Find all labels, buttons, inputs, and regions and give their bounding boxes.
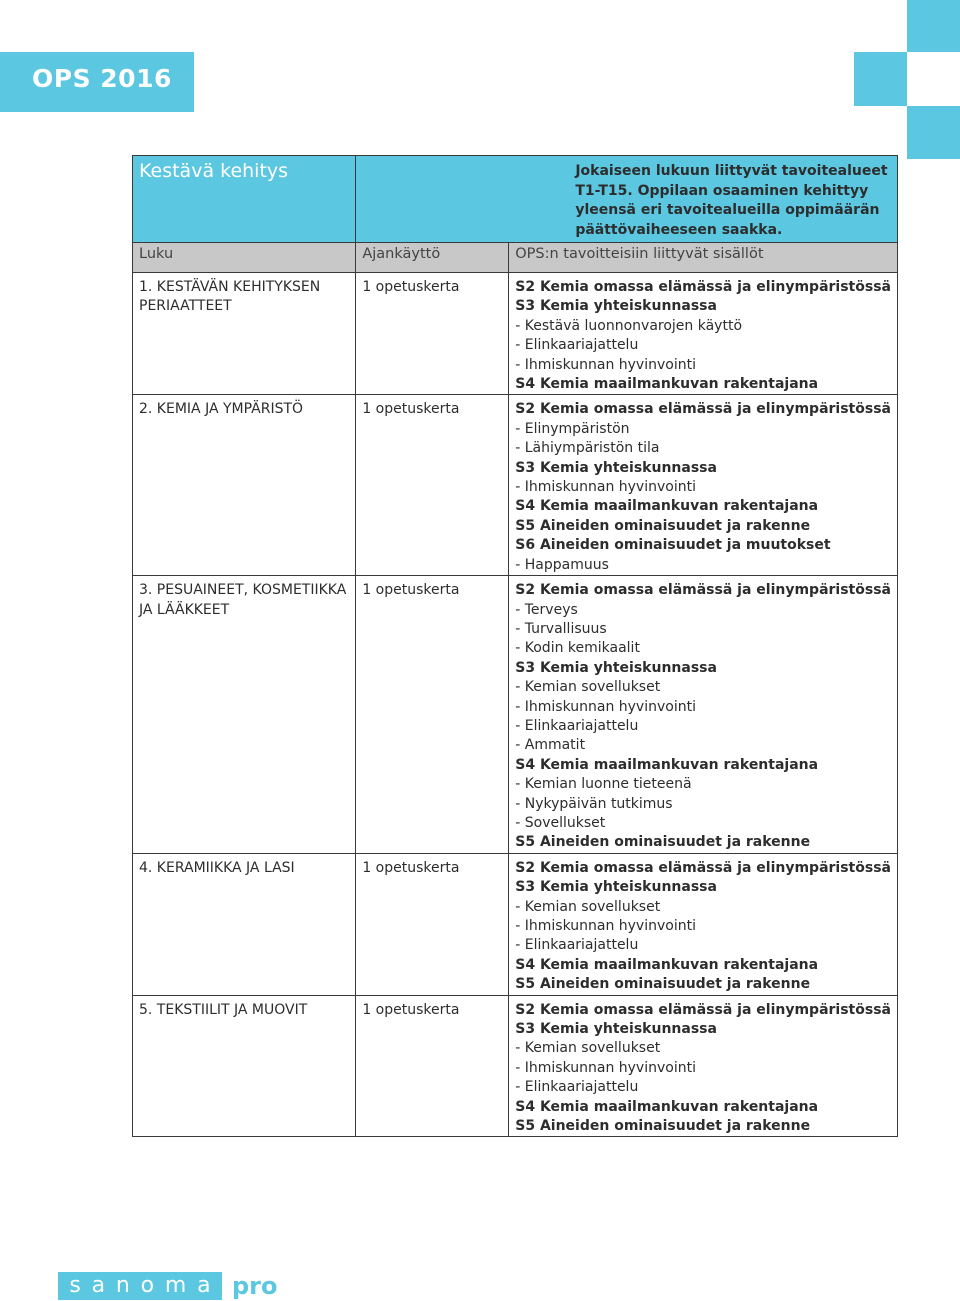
content-heading: S5 Aineiden ominaisuudet ja rakenne <box>515 976 811 993</box>
chapter-name-line: JA LÄÄKKEET <box>139 601 230 618</box>
table-row <box>133 576 898 854</box>
time-allocation: 1 opetuskerta <box>362 401 460 418</box>
content-heading: S2 Kemia omassa elämässä ja elinympäristössä <box>515 582 891 599</box>
section-title: Kestävä kehitys <box>139 160 289 182</box>
content-heading: S4 Kemia maailmankuvan rakentajana <box>515 376 819 393</box>
content-heading: S4 Kemia maailmankuvan rakentajana <box>515 956 819 973</box>
table-row <box>133 995 898 1137</box>
content-item: - Ihmiskunnan hyvinvointi <box>515 1059 696 1076</box>
content-item: - Kestävä luonnonvarojen käyttö <box>515 317 743 334</box>
time-allocation: 1 opetuskerta <box>362 859 460 876</box>
content-item: - Ihmiskunnan hyvinvointi <box>515 356 696 373</box>
content-item: - Ihmiskunnan hyvinvointi <box>515 918 696 934</box>
content-heading: S4 Kemia maailmankuvan rakentajana <box>515 498 819 515</box>
content-item: - Kemian sovellukset <box>515 898 661 915</box>
time-cell <box>356 995 509 1137</box>
content-item: - Turvallisuus <box>515 620 607 637</box>
logo-pro-text: pro <box>232 1272 278 1300</box>
content-item: - Kemian sovellukset <box>515 1040 661 1057</box>
chapter-name-line: PERIAATTEET <box>139 298 232 315</box>
chapter-cell <box>133 853 356 995</box>
contents-cell <box>509 995 898 1137</box>
section-description: Jokaiseen lukuun liittyvät tavoitealueet T1-T15. Oppilaan osaaminen kehittyy yleensä eri tavoitealueilla oppimäärän päättövaiheeseen saakka. <box>575 163 888 238</box>
content-heading: S3 Kemia yhteiskunnassa <box>515 879 717 896</box>
column-header-time: Ajankäyttö <box>356 243 509 273</box>
time-allocation: 1 opetuskerta <box>362 582 460 599</box>
sanoma-pro-logo <box>58 1272 278 1300</box>
content-heading: S3 Kemia yhteiskunnassa <box>515 1021 717 1038</box>
logo-letter: o <box>140 1273 155 1298</box>
content-heading: S4 Kemia maailmankuvan rakentajana <box>515 756 819 773</box>
time-cell <box>356 576 509 854</box>
content-heading: S3 Kemia yhteiskunnassa <box>515 459 717 476</box>
contents-cell <box>509 576 898 854</box>
content-item: - Ihmiskunnan hyvinvointi <box>515 698 696 715</box>
chapter-name-line: 4. KERAMIIKKA JA LASI <box>139 859 295 876</box>
table-row <box>133 853 898 995</box>
content-item: - Kodin kemikaalit <box>515 640 640 657</box>
content-item: - Elinympäristön <box>515 420 630 437</box>
table-title-row <box>133 156 898 243</box>
content-heading: S2 Kemia omassa elämässä ja elinympäristössä <box>515 859 891 876</box>
time-allocation: 1 opetuskerta <box>362 1001 460 1018</box>
content-item: - Ammatit <box>515 737 586 754</box>
time-cell <box>356 853 509 995</box>
chapter-name-line: 3. PESUAINEET, KOSMETIIKKA <box>139 582 347 599</box>
content-heading: S5 Aineiden ominaisuudet ja rakenne <box>515 517 811 534</box>
content-heading: S2 Kemia omassa elämässä ja elinympäristössä <box>515 401 891 418</box>
chapter-cell <box>133 273 356 395</box>
content-heading: S3 Kemia yhteiskunnassa <box>515 659 717 676</box>
content-item: - Kemian sovellukset <box>515 679 661 696</box>
contents-cell <box>509 395 898 576</box>
time-cell <box>356 273 509 395</box>
logo-letter: a <box>197 1273 211 1298</box>
chapter-cell <box>133 395 356 576</box>
content-item: - Happamuus <box>515 556 609 573</box>
content-heading: S2 Kemia omassa elämässä ja elinympäristössä <box>515 1001 891 1018</box>
time-allocation: 1 opetuskerta <box>362 279 460 295</box>
content-heading: S5 Aineiden ominaisuudet ja rakenne <box>515 834 811 851</box>
content-item: - Sovellukset <box>515 814 606 831</box>
content-item: - Terveys <box>515 601 578 618</box>
section-description-cell <box>356 156 898 243</box>
logo-letter: n <box>115 1273 130 1298</box>
sanoma-wordmark <box>58 1272 222 1300</box>
chapter-name-line: 2. KEMIA JA YMPÄRISTÖ <box>139 401 304 418</box>
contents-cell <box>509 853 898 995</box>
content-heading: S6 Aineiden ominaisuudet ja muutokset <box>515 537 831 554</box>
logo-letter: a <box>91 1273 106 1298</box>
table-header-row <box>133 243 898 273</box>
page-title: OPS 2016 <box>32 64 172 93</box>
content-heading: S5 Aineiden ominaisuudet ja rakenne <box>515 1118 811 1135</box>
content-item: - Lähiympäristön tila <box>515 440 660 457</box>
logo-letter: s <box>69 1273 81 1298</box>
decorative-square <box>907 106 960 159</box>
content-item: - Ihmiskunnan hyvinvointi <box>515 479 696 496</box>
content-heading: S4 Kemia maailmankuvan rakentajana <box>515 1098 819 1115</box>
section-title-cell <box>133 156 356 243</box>
contents-cell <box>509 273 898 395</box>
time-cell <box>356 395 509 576</box>
curriculum-table <box>132 155 898 1137</box>
column-header-chapter: Luku <box>133 243 356 273</box>
table-row <box>133 395 898 576</box>
column-header-contents: OPS:n tavoitteisiin liittyvät sisällöt <box>509 243 898 273</box>
content-item: - Kemian luonne tieteenä <box>515 776 692 793</box>
content-item: - Elinkaariajattelu <box>515 717 639 734</box>
content-heading: S3 Kemia yhteiskunnassa <box>515 298 717 315</box>
content-item: - Nykypäivän tutkimus <box>515 795 673 812</box>
table-row <box>133 273 898 395</box>
logo-letter: m <box>164 1273 187 1298</box>
decorative-square <box>907 0 960 52</box>
chapter-cell <box>133 576 356 854</box>
decorative-square <box>854 52 907 106</box>
chapter-name-line: 5. TEKSTIILIT JA MUOVIT <box>139 1001 308 1018</box>
content-heading: S2 Kemia omassa elämässä ja elinympäristössä <box>515 279 891 295</box>
content-item: - Elinkaariajattelu <box>515 1079 639 1096</box>
content-item: - Elinkaariajattelu <box>515 937 639 954</box>
chapter-cell <box>133 995 356 1137</box>
content-item: - Elinkaariajattelu <box>515 337 639 354</box>
chapter-name-line: 1. KESTÄVÄN KEHITYKSEN <box>139 279 321 295</box>
